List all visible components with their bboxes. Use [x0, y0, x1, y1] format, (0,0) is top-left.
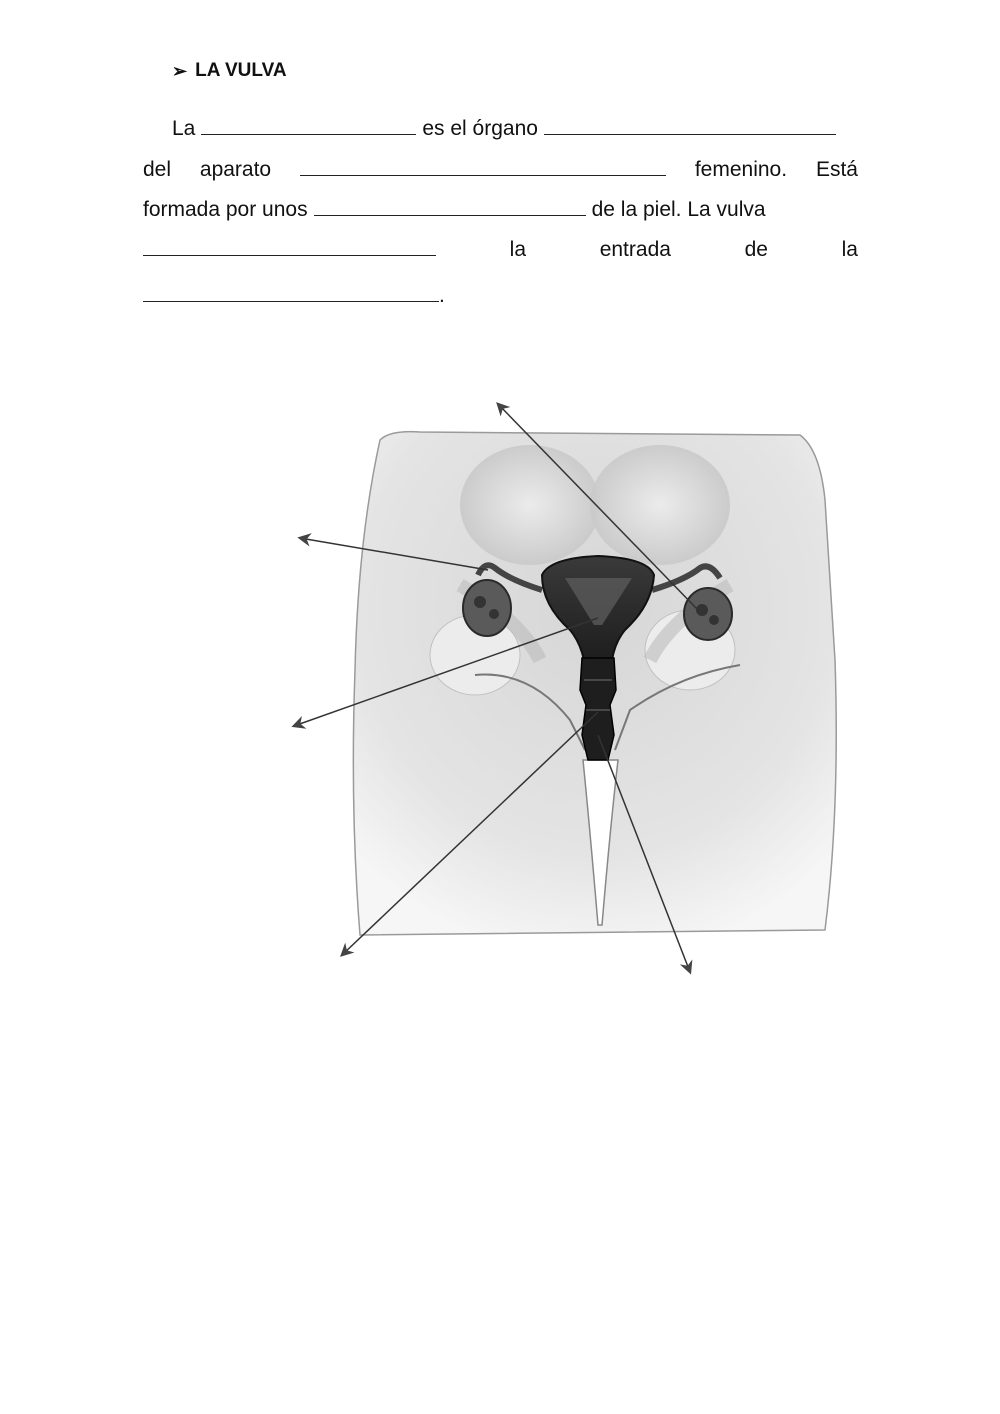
blank-vulva-action[interactable] [143, 233, 436, 256]
ovary-left [463, 580, 511, 636]
text-de-la-piel: de la piel. La vulva [591, 198, 766, 221]
pelvis-shade-right [590, 445, 730, 565]
text-la: La [172, 117, 196, 140]
blank-organ-type[interactable] [544, 112, 836, 135]
text-esta: Está [815, 158, 858, 181]
text-entrada: entrada [599, 238, 671, 261]
text-de: de [744, 238, 768, 261]
text-la-1: la [509, 238, 527, 261]
section-heading [172, 60, 287, 82]
paragraph-line-5 [143, 279, 858, 310]
text-la-2: la [841, 238, 858, 261]
arrow-bullet-icon: ➢ [172, 60, 188, 81]
blank-aparato[interactable] [300, 153, 666, 176]
text-period: . [439, 284, 445, 307]
paragraph-line-3 [143, 193, 858, 224]
reproductive-system-diagram [280, 390, 860, 990]
blank-organ-name[interactable] [201, 112, 416, 135]
vagina [580, 658, 616, 760]
blank-formada[interactable] [314, 193, 586, 216]
paragraph-line-4 [143, 233, 858, 264]
paragraph-line-2 [143, 153, 858, 184]
text-femenino: femenino. [694, 158, 788, 181]
blank-entrada[interactable] [143, 279, 439, 302]
text-formada-por-unos: formada por unos [143, 198, 308, 221]
text-es-el-organo: es el órgano [422, 117, 538, 140]
text-del: del [143, 158, 172, 181]
paragraph-line-1 [143, 112, 858, 143]
text-aparato: aparato [199, 158, 272, 181]
section-title: LA VULVA [195, 60, 287, 81]
pelvis-shade-left [460, 445, 600, 565]
ovary-right [684, 588, 732, 640]
